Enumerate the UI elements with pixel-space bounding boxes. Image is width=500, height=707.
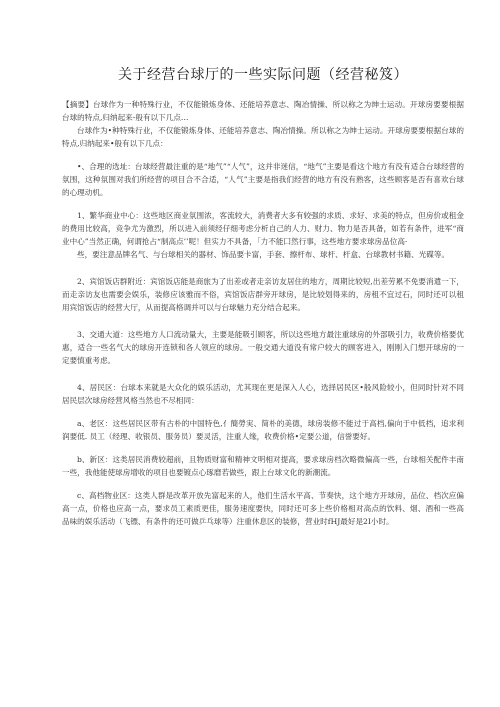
abstract-text: 台球作为一种特殊行业，不仅能锻炼身体、还能培养意志、陶冶情操、所以称之为绅士运动。开球房要要根据台球的特点,归纳起来-般有以下几点… xyxy=(62,100,464,122)
document-title: 关于经营台球厅的一些实际问题（经营秘笈） xyxy=(118,67,408,83)
intro-paragraph: 台球作为•种特殊行业，不仅能锻炼身体、还能培养意志、陶冶情操。所以称之为绅士运动。开球房要要根据台球的特点,归纳起来•般有以下几点： xyxy=(62,126,464,148)
commercial-center-paragraph: 1、繁华商业中心：这些地区商业氛围浓，客流较大，消费者大多有较强的求质、求好、求美的特点，但房价或租金的费用比较高，竞争尤为激烈，所以进入前须经仔细考虑分析自己的人力、财力、物力是否具备，如若有条件，进军“商业中心”当然正确，何谓抢占“制高点’’呢！但实力不具备，「力不能囗然行事，这些地方要求球房品位高· xyxy=(62,211,464,246)
abstract-tag: 【摘要】 xyxy=(62,100,93,109)
residential-paragraph: 4、居民区：台球本来就是大众化的娱乐活动，尤其现在更是深入人心，选择居民区•般风险较小，但同时针对不同居民层次球房经营风格当然也不尽相同： xyxy=(62,383,464,405)
premium-district-paragraph: c、高档物业区：这类人群是改革开放先富起来的人，他们生活水平高、节奏快，这个地方开球房，品位、档次应偏高一点，价格也应高一点，要求员工素质更佳，服务速度要快，同时还可多上些价格相对高点的饮料、烟、酒和一些高品味的娱乐活动（飞镖、有条件的还可做乒乓球等）注重休息区的装修，营业时fHJ最好是2I小时。 xyxy=(62,491,464,526)
commercial-center-continuation: 些，要注意品牌名气、与台球相关的器材、饰品要卡富，手套、擦杆布、球杆、杆盒、台球教材书籍、光碟等。 xyxy=(77,250,450,259)
traffic-paragraph: 3、交通大道：这些地方人口流动量大，主要是能吸引顾客，所以这些地方最注重球房的外部吸引力，收费价格要优惠，适合一些名气大的球房开连锁和各人领应的球房。一般交通大道没有常户较大的顾客进入，刚刚入门想开球房的一定要慎重考虑。 xyxy=(62,330,464,365)
abstract-paragraph xyxy=(62,98,464,124)
old-district-paragraph: a、老区：这些居民区带有古朴的中国特色,亻簡勞実、简朴的美德，球房装修不能过于高档,偏向于中低档，追求利润要低. 员工（经理、收银员、服务员）要灵活，注重人缘，收费价格•定要公道，信誉要好。 xyxy=(62,419,464,441)
new-district-paragraph: b、新区：这类居民消费较超前，且物质财富和精神文明相对提高，要求球房档次略微偏高一些，台球相关配件丰南一些，我他能使球房增收的项目也要镀点心琢磨若做些，跟上台球文化的新潮流。 xyxy=(62,455,464,477)
site-selection-paragraph: •、合理的选址：台球经营最注重的是“地气”“人气”，这并非迷信，“地气”主要是看这个地方有没有适合台球经营的氛围，这种氛围对我们所经营的项目合不合适，“人气”主要是指我们经营的地方有没有熟客，这些顾客是否有喜欢台球的心理动机。 xyxy=(62,162,464,197)
hotel-paragraph: 2、宾馆饭店群附近：宾馆饭店能是商旅为了出差或者走亲访友居住的地方，周期比较短,出差劳累不免要消遣一下，而走亲访友也需要会娱乐，装修应该雅而不俗，宾馆饭店群旁开球房，是比较划得来的，房租不宜过石，同时还可以租用宾馆饭店的经营大厅，从而提高格调并可以与台球魅力充分结合起来。 xyxy=(62,277,464,312)
